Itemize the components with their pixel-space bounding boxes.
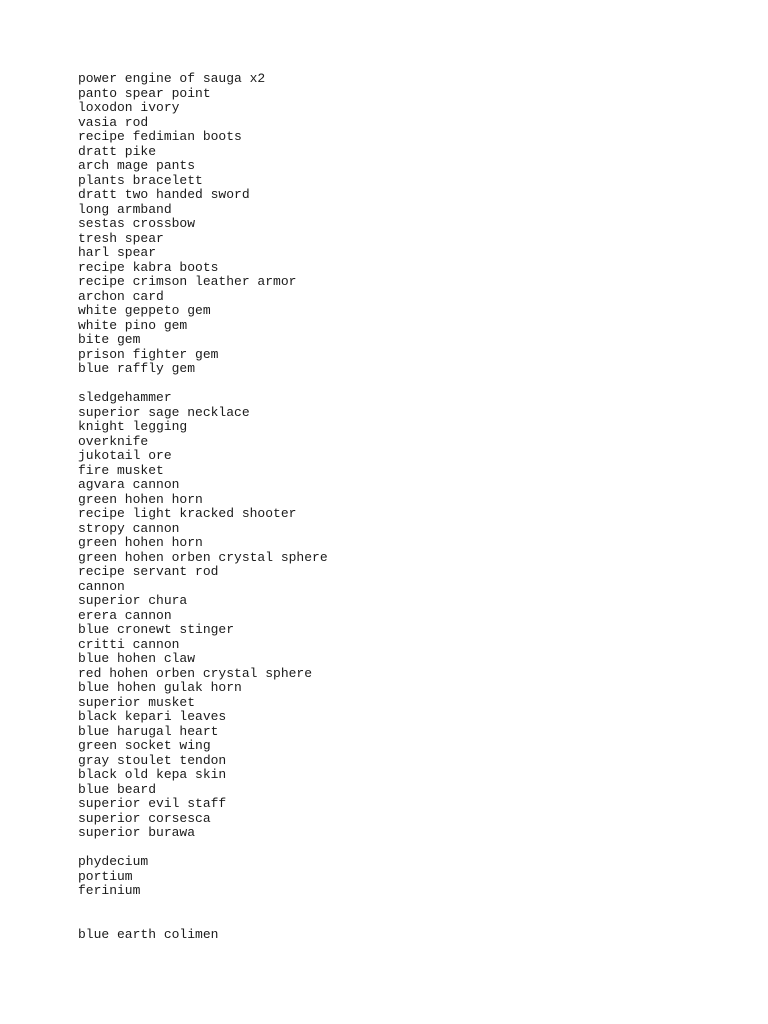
list-item: erera cannon [78, 607, 172, 623]
item-list-group-2 [78, 391, 738, 841]
list-item: fire musket [78, 462, 164, 478]
list-item: jukotail ore [78, 448, 172, 463]
list-item: superior burawa [78, 825, 196, 840]
list-item: overknife [78, 433, 149, 449]
list-item: white geppeto gem [78, 303, 211, 318]
list-item: sestas crossbow [78, 216, 196, 231]
list-item: blue harugal heart [78, 723, 219, 739]
list-item: recipe crimson leather armor [78, 274, 297, 289]
list-item: blue hohen gulak horn [78, 680, 242, 695]
list-item: agvara cannon [78, 477, 180, 492]
list-item: recipe servant rod [78, 564, 219, 579]
list-item: knight legging [78, 419, 188, 434]
item-list-group-3 [78, 855, 738, 899]
list-item: superior sage necklace [78, 404, 250, 420]
list-item: superior corsesca [78, 810, 211, 826]
list-item: white pino gem [78, 317, 188, 333]
list-item: plants bracelett [78, 172, 203, 188]
list-item: superior chura [78, 593, 188, 608]
list-item: blue cronewt stinger [78, 622, 235, 637]
list-item: blue hohen claw [78, 651, 196, 666]
item-list-group-1 [78, 72, 738, 377]
list-item: harl spear [78, 245, 157, 260]
list-item: long armband [78, 201, 172, 217]
list-item: power engine of sauga x2 [78, 71, 266, 86]
list-item: ferinium [78, 883, 141, 898]
list-item: dratt two handed sword [78, 187, 250, 202]
list-item: blue raffly gem [78, 361, 196, 376]
list-item: gray stoulet tendon [78, 752, 227, 768]
list-item: superior musket [78, 694, 196, 710]
list-item: superior evil staff [78, 796, 227, 811]
list-item: blue earth colimen [78, 926, 219, 942]
list-item: black old kepa skin [78, 767, 227, 782]
list-item: stropy cannon [78, 520, 180, 536]
list-item: phydecium [78, 854, 149, 869]
list-item: dratt pike [78, 143, 157, 159]
list-item: bite gem [78, 332, 141, 347]
list-item: prison fighter gem [78, 346, 219, 362]
document-page [78, 72, 738, 942]
list-item: blue beard [78, 781, 157, 797]
list-item: critti cannon [78, 636, 180, 652]
list-item: green hohen orben crystal sphere [78, 549, 328, 565]
list-item: recipe kabra boots [78, 259, 219, 275]
list-item: red hohen orben crystal sphere [78, 665, 313, 681]
list-item: black kepari leaves [78, 709, 227, 724]
list-item: archon card [78, 288, 164, 304]
list-item: green socket wing [78, 738, 211, 753]
list-item: green hohen horn [78, 491, 203, 507]
item-list-group-4 [78, 928, 738, 943]
list-item: sledgehammer [78, 390, 172, 405]
list-item: tresh spear [78, 230, 164, 246]
list-item: loxodon ivory [78, 100, 180, 115]
list-item: recipe light kracked shooter [78, 506, 297, 521]
list-item: vasia rod [78, 114, 149, 130]
list-item: arch mage pants [78, 158, 196, 173]
list-item: green hohen horn [78, 535, 203, 550]
list-item: cannon [78, 578, 125, 594]
list-item: portium [78, 868, 133, 884]
list-item: recipe fedimian boots [78, 129, 242, 144]
list-item: panto spear point [78, 85, 211, 101]
